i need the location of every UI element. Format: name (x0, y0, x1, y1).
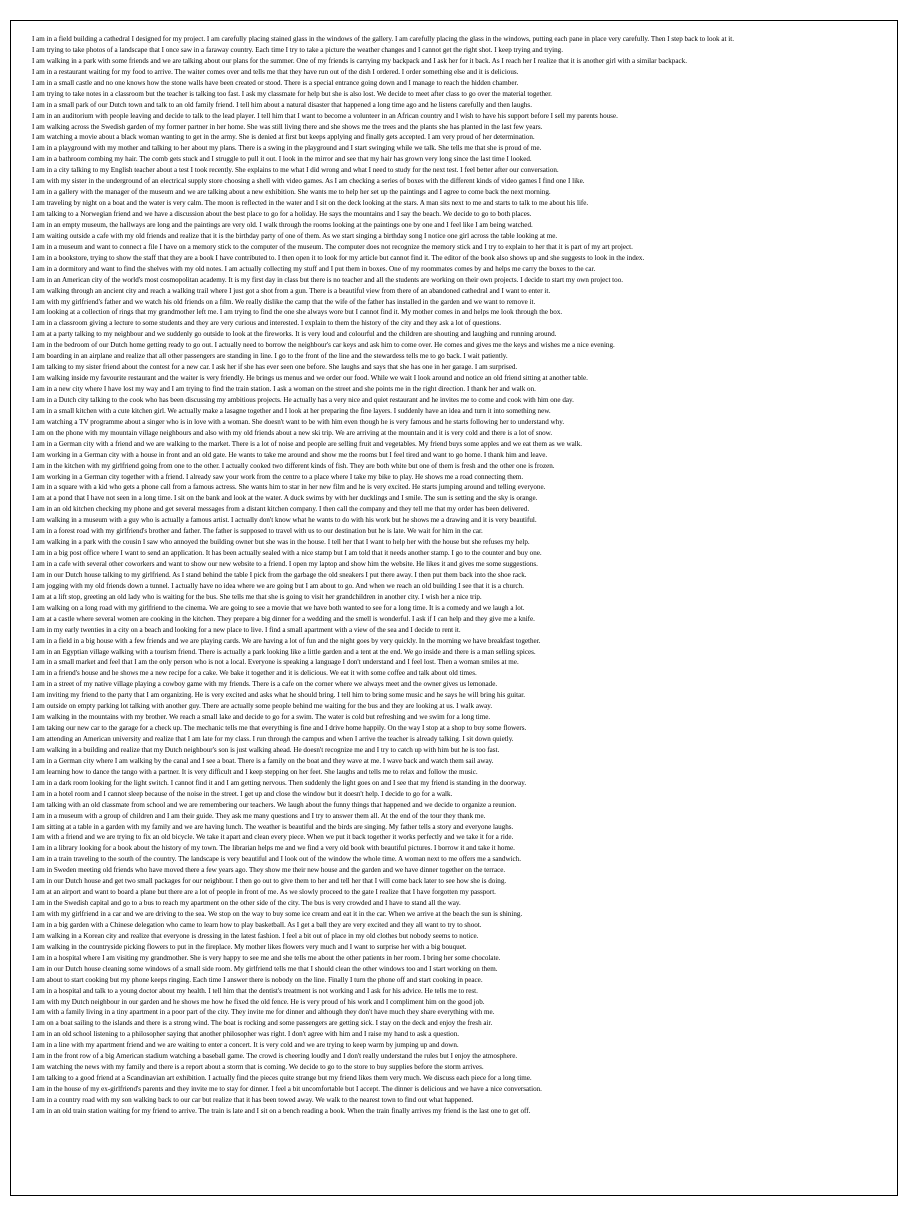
text-line: I am with my sister in the underground of an electrical supply store choosing a shell with video games. As I am checking a series of boxes with the different kinds of video games I find one I like. (32, 177, 585, 186)
text-line: I am in our Dutch house talking to my girlfriend. As I stand behind the table I pick from the garbage the old sneakers I put there away. I then put them back into the shoe rack. (32, 570, 527, 579)
text-line: I am in an auditorium with people leaving and decide to talk to the lead player. I tell him that I want to become a volunteer in an African country and I wish to have his support before I sell my parents house. (32, 111, 618, 120)
text-line: I am in a German city with a friend and we are walking to the market. There is a lot of noise and people are selling fruit and vegetables. My friend buys some apples and we eat them as we walk. (32, 439, 583, 448)
document-text (32, 34, 890, 1192)
text-line: I am in an old train station waiting for my friend to arrive. The train is late and I sit on a bench reading a book. When the train finally arrives my friend is the last one to get off. (32, 1106, 531, 1115)
text-line: I am in a hospital where I am visiting my grandmother. She is very happy to see me and she tells me about the other patients in her room. I bring her some chocolate. (32, 953, 501, 962)
text-line: I am in a friend's house and he shows me a new recipe for a cake. We bake it together and it is delicious. We eat it with some coffee and talk about old times. (32, 669, 477, 678)
text-line: I am talking to a good friend at a Scandinavian art exhibition. I actually find the pieces quite strange but my friend likes them very much. We discuss each piece for a long time. (32, 1074, 532, 1083)
text-line: I am inviting my friend to the party that I am organizing. He is very excited and asks what he should bring. I tell him to bring some music and he says he will bring his guitar. (32, 691, 525, 700)
text-line: I am in the kitchen with my girlfriend going from one to the other. I actually cooked two different kinds of fish. They are both white but one of them is fresh and the other one is frozen. (32, 461, 555, 470)
text-line: I am jogging with my old friends down a tunnel. I actually have no idea where we are going but I am about to go. And when we reach an old building I see that it is a church. (32, 581, 524, 590)
text-line: I am trying to take photos of a landscape that I once saw in a faraway country. Each time I try to take a picture the weather changes and I cannot get the right shot. I keep trying and trying. (32, 45, 563, 54)
text-line: I am watching a TV programme about a singer who is in love with a woman. She doesn't want to be with him even though he is very famous and he starts following her to understand why. (32, 417, 565, 426)
text-line: I am in the house of my ex-girlfriend's parents and they invite me to stay for dinner. I feel a bit uncomfortable but I accept. The dinner is delicious and we have a nice conversation. (32, 1085, 542, 1093)
text-line: I am in a bathroom combing my hair. The comb gets stuck and I struggle to pull it out. I look in the mirror and see that my hair has grown very long since the last time I looked. (32, 155, 532, 164)
text-line: I am in an American city of the world's most cosmopolitan academy. It is my first day in class but there is no teacher and all the students are working on their own projects. I decide to start my own project too. (32, 275, 624, 284)
text-line: I am traveling by night on a boat and the water is very calm. The moon is reflected in the water and I sit on the deck looking at the stars. A man sits next to me and starts to talk to me about his life. (32, 199, 589, 208)
text-line: I am in a classroom giving a lecture to some students and they are very curious and interested. I explain to them the history of the city and they ask a lot of questions. (32, 319, 502, 328)
text-line: I am sitting at a table in a garden with my family and we are having lunch. The weather is beautiful and the birds are singing. My father tells a story and everyone laughs. (32, 822, 514, 831)
document-page (10, 20, 898, 1196)
text-line: I am in a field building a cathedral I designed for my project. I am carefully placing stained glass in the windows of the gallery. I am carefully placing the glass in the windows, putting each pane in place very carefully. Then I step back to look at it. (32, 35, 734, 43)
text-line: I am in a field in a big house with a few friends and we are playing cards. We are having a lot of fun and the night goes by very quickly. In the morning we have breakfast together. (32, 636, 541, 645)
text-line: I am in a new city where I have lost my way and I am trying to find the train station. I ask a woman on the street and she points me in the right direction. I thank her and walk on. (32, 385, 536, 393)
text-line: I am in a dark room looking for the light switch. I cannot find it and I am getting nervous. Then suddenly the light goes on and I see that my friend is standing in the doorway. (32, 778, 527, 787)
text-line: I am about to start cooking but my phone keeps ringing. Each time I answer there is nobody on the line. Finally I turn the phone off and start cooking in peace. (32, 975, 483, 984)
text-line: I am with my girlfriend's father and we watch his old friends on a film. We really dislike the camp that the wife of the father has installed in the garden and we want to remove it. (32, 297, 536, 306)
text-line: I am with my Dutch neighbour in our garden and he shows me how he fixed the old fence. He is very proud of his work and I compliment him on the good job. (32, 997, 485, 1006)
text-line: I am learning how to dance the tango with a partner. It is very difficult and I keep stepping on her feet. She laughs and tells me to relax and follow the music. (32, 767, 478, 776)
text-line: I am in a big garden with a Chinese delegation who came to learn how to play basketball. As I get a ball they are very excited and they all want to try to shoot. (32, 920, 482, 929)
text-line: I am in a museum and want to connect a file I have on a memory stick to the computer of the museum. The computer does not recognize the memory stick and I try to explain to her that it is part of my art project. (32, 242, 633, 251)
text-line: I am watching the news with my family and there is a report about a storm that is coming. We decide to go to the store to buy supplies before the storm arrives. (32, 1063, 484, 1072)
text-line: I am in a hotel room and I cannot sleep because of the noise in the street. I get up and close the window but it doesn't help. I decide to go for a walk. (32, 789, 453, 798)
text-line: I am in a library looking for a book about the history of my town. The librarian helps me and we find a very old book with beautiful pictures. I borrow it and take it home. (32, 844, 515, 853)
text-line: I am in a big post office where I want to send an application. It has been actually sealed with a nice stamp but I am told that it needs another stamp. I go to the counter and buy one. (32, 549, 542, 558)
text-line: I am in a small market and feel that I am the only person who is not a local. Everyone is speaking a language I don't understand and I feel lost. Then a woman smiles at me. (32, 658, 519, 667)
text-line: I am in a restaurant waiting for my food to arrive. The waiter comes over and tells me that they have run out of the dish I ordered. I order something else and it is delicious. (32, 67, 519, 76)
text-line: I am looking at a collection of rings that my grandmother left me. I am trying to find the one she always wore but I cannot find it. My mother comes in and helps me look through the box. (32, 308, 563, 317)
text-line: I am trying to take notes in a classroom but the teacher is talking too fast. I ask my classmate for help but she is also lost. We decide to meet after class to go over the material together. (32, 89, 552, 98)
text-line: I am in a playground with my mother and talking to her about my plans. There is a swing in the playground and I start swinging while we talk. She tells me that she is proud of me. (32, 144, 542, 153)
text-line: I am at an airport and want to board a plane but there are a lot of people in front of me. As we slowly proceed to the gate I realize that I have forgotten my passport. (32, 888, 496, 897)
text-line: I am walking through an ancient city and reach a walking trail where I just got a shot from a gun. There is a beautiful view from there of an abandoned cathedral and I want to enter it. (32, 286, 551, 295)
text-line: I am in an old kitchen checking my phone and get several messages from a distant kitchen company. I then call the company and they tell me that my order has been delivered. (32, 505, 530, 514)
text-line: I am in a small kitchen with a cute kitchen girl. We actually make a lasagne together and I look at her preparing the fine layers. I suddenly have an idea and turn it into something new. (32, 406, 551, 415)
text-line: I am talking to my sister friend about the contest for a new car. I ask her if she has ever seen one before. She laughs and says that she has one in her garage. I am surprised. (32, 363, 518, 372)
text-line: I am walking in a building and realize that my Dutch neighbour's son is just walking ahead. He doesn't recognize me and I try to catch up with him but he is too fast. (32, 745, 500, 754)
text-line: I am in a small park of our Dutch town and talk to an old family friend. I tell him about a natural disaster that happened a long time ago and he listens carefully and then laughs. (32, 100, 532, 109)
text-line: I am in a country road with my son walking back to our car but realize that it has been towed away. We walk to the nearest town to find out what happened. (32, 1095, 474, 1104)
text-line: I am in an empty museum, the hallways are long and the paintings are very old. I walk through the rooms looking at the paintings one by one and I feel like I am being watched. (32, 220, 533, 229)
text-line: I am walking in a park with some friends and we are talking about our plans for the summer. One of my friends is carrying my backpack and I ask her for it back. As I reach her I realize that it is another girl with a similar backpack. (32, 56, 687, 65)
text-line: I am in a bookstore, trying to show the staff that they are a book I have contributed to. I then open it to look for my article but cannot find it. The editor of the book also shows up and she suggests to look in the index. (32, 253, 645, 262)
text-line: I am in a German city where I am walking by the canal and I see a boat. There is a family on the boat and they wave at me. I wave back and watch them sail away. (32, 756, 494, 765)
text-line: I am in my early twenties in a city on a beach and looking for a new place to live. I find a small apartment with a view of the sea and I decide to rent it. (32, 625, 461, 634)
text-line: I am in a Dutch city talking to the cook who has been discussing my ambitious projects. He actually has a very nice and quiet restaurant and he invites me to come and cook with him one day. (32, 395, 574, 404)
text-line: I am in an Egyptian village walking with a tourism friend. There is actually a park looking like a little garden and a tent at the end. We go inside and there is a man selling spices. (32, 647, 536, 656)
text-line: I am in our Dutch house and get two small packages for our neighbour. I then go out to give them to her and tell her that I will come back later to see how she is doing. (32, 877, 507, 886)
text-line: I am waiting outside a cafe with my old friends and realize that it is the birthday party of one of them. As we start singing a birthday song I notice one girl across the table looking at me. (32, 231, 558, 240)
text-line: I am in a museum with a group of children and I am their guide. They ask me many questions and I try to answer them all. At the end of the tour they thank me. (32, 811, 486, 820)
text-line: I am in the front row of a big American stadium watching a baseball game. The crowd is cheering loudly and I don't really understand the rules but I enjoy the atmosphere. (32, 1052, 518, 1061)
text-line: I am at a lift stop, greeting an old lady who is waiting for the bus. She tells me that she is going to visit her grandchildren in another city. I wish her a nice trip. (32, 592, 482, 601)
text-line: I am in a square with a kid who gets a phone call from a famous actress. She wants him to star in her new film and he is very excited. He starts jumping around and telling everyone. (32, 483, 546, 492)
text-line: I am walking in the mountains with my brother. We reach a small lake and decide to go for a swim. The water is cold but refreshing and we swim for a long time. (32, 713, 491, 722)
text-line: I am walking on a long road with my girlfriend to the cinema. We are going to see a movie that we have both wanted to see for a long time. It is a comedy and we laugh a lot. (32, 603, 525, 612)
text-line: I am walking in the countryside picking flowers to put in the fireplace. My mother likes flowers very much and I want to surprise her with a big bouquet. (32, 942, 467, 951)
text-line: I am talking with an old classmate from school and we are remembering our teachers. We laugh about the funny things that happened and we decide to organize a reunion. (32, 800, 517, 809)
text-line: I am in a small castle and no one knows how the stone walls have been created or stood. There is a special entrance going down and I manage to reach the hidden chamber. (32, 78, 519, 87)
text-line: I am in a line with my apartment friend and we are waiting to enter a concert. It is very cold and we are trying to keep warm by jumping up and down. (32, 1041, 459, 1050)
text-line: I am walking in a Korean city and realize that everyone is dressing in the latest fashion. I feel a bit out of place in my old clothes but nobody seems to notice. (32, 931, 479, 940)
text-line: I am watching a movie about a black woman wanting to get in the army. She is denied at first but keeps applying and finally gets accepted. I am very proud of her determination. (32, 133, 535, 142)
text-line: I am walking in a park with the cousin I saw who annoyed the building owner but she was in the house. I tell her that I want to help her with the house but she refuses my help. (32, 538, 530, 547)
text-line: I am in a forest road with my girlfriend's brother and father. The father is supposed to travel with us to our destination but he is late. We wait for him in the car. (32, 527, 483, 536)
text-line: I am in a gallery with the manager of the museum and we are talking about a new exhibition. She wants me to help her set up the paintings and I agree to come back the next morning. (32, 188, 551, 197)
text-line: I am in a hospital and talk to a young doctor about my health. I tell him that the dentist's treatment is not working and I ask for his advice. He tells me to rest. (32, 986, 478, 995)
text-line: I am in a train traveling to the south of the country. The landscape is very beautiful and I look out of the window the whole time. A woman next to me offers me a sandwich. (32, 855, 522, 864)
text-line: I am on the phone with my mountain village neighbours and also with my old friends about a new ski trip. We are arriving at the mountain and it is very cold and there is a lot of snow. (32, 428, 553, 437)
text-line: I am in a street of my native village playing a cowboy game with my friends. There is a cafe on the corner where we always meet and the owner gives us lemonade. (32, 680, 498, 689)
text-line: I am walking in a museum with a guy who is actually a famous artist. I actually don't know what he wants to do with his work but he shows me a drawing and it is very beautiful. (32, 516, 537, 525)
text-line: I am at a party talking to my neighbour and we suddenly go outside to look at the fireworks. It is very loud and colourful and the children are shouting and laughing and running around. (32, 330, 557, 339)
text-line: I am with my girlfriend in a car and we are driving to the sea. We stop on the way to buy some ice cream and eat it in the car. When we arrive at the beach the sun is shining. (32, 910, 523, 918)
text-line: I am at a pond that I have not seen in a long time. I sit on the bank and look at the water. A duck swims by with her ducklings and I smile. The sun is setting and the sky is orange. (32, 494, 538, 503)
text-line: I am in a cafe with several other coworkers and want to show our new website to a friend. I open my laptop and show him the website. He likes it and gives me some suggestions. (32, 560, 538, 568)
text-line: I am on a boat sailing to the islands and there is a strong wind. The boat is rocking and some passengers are getting sick. I stay on the deck and enjoy the fresh air. (32, 1019, 493, 1028)
text-line: I am in our Dutch house cleaning some windows of a small side room. My girlfriend tells me that I should clean the other windows too and I start working on them. (32, 964, 498, 973)
text-line: I am working in a German city together with a friend. I already saw your work from the centre to a place where I take my bike to play. He shows me a road connecting them. (32, 472, 524, 481)
text-line: I am attending an American university and realize that I am late for my class. I run through the campus and when I arrive the teacher is already talking. I sit down quietly. (32, 735, 514, 743)
text-line: I am talking to a Norwegian friend and we have a discussion about the best place to go for a holiday. He says the mountains and I say the beach. We decide to go to both places. (32, 210, 532, 218)
text-line: I am boarding in an airplane and realize that all other passengers are standing in line. I go to the front of the line and the stewardess tells me to go back. I wait patiently. (32, 352, 508, 361)
text-line: I am in an old school listening to a philosopher saying that another philosopher was right. I don't agree with him and I raise my hand to ask a question. (32, 1030, 460, 1039)
text-line: I am working in a German city with a house in front and an old gate. He wants to take me around and show me the rooms but I feel tired and want to go home. I thank him and leave. (32, 450, 548, 459)
text-line: I am outside on empty parking lot talking with another guy. There are actually some people behind me waiting for the bus and they are looking at us. I walk away. (32, 702, 493, 711)
text-line: I am in a city talking to my English teacher about a test I took recently. She explains to me what I did wrong and what I need to study for the next test. I feel better after our conversation. (32, 166, 559, 175)
text-line: I am in a dormitory and want to find the shelves with my old notes. I am actually collecting my stuff and I put them in boxes. One of my roommates comes by and helps me carry the boxes to the car. (32, 264, 596, 273)
text-line: I am with a family living in a tiny apartment in a poor part of the city. They invite me for dinner and although they don't have much they share everything with me. (32, 1008, 495, 1017)
text-line: I am walking across the Swedish garden of my former partner in her home. She was still living there and she shows me the trees and the plants she has planted in the last few years. (32, 122, 543, 131)
text-line: I am with a friend and we are trying to fix an old bicycle. We take it apart and clean every piece. When we put it back together it works perfectly and we take it for a ride. (32, 833, 514, 842)
text-line: I am at a castle where several women are cooking in the kitchen. They prepare a big dinner for a wedding and the smell is wonderful. I ask if I can help and they give me a knife. (32, 614, 535, 623)
text-line: I am taking our new car to the garage for a check up. The mechanic tells me that everything is fine and I drive home happily. On the way I stop at a shop to buy some flowers. (32, 724, 527, 733)
text-line: I am in the Swedish capital and go to a bus to reach my apartment on the other side of the city. The bus is very crowded and I have to stand all the way. (32, 899, 461, 908)
text-line: I am in the bedroom of our Dutch home getting ready to go out. I actually need to borrow the neighbour's car keys and ask him to come over. He comes and gives me the keys and wishes me a nice evening. (32, 341, 615, 350)
text-line: I am walking inside my favourite restaurant and the waiter is very friendly. He brings us menus and we order our food. While we wait I look around and notice an old friend sitting at another table. (32, 374, 588, 383)
text-line: I am in Sweden meeting old friends who have moved there a few years ago. They show me their new house and the garden and we have dinner together on the terrace. (32, 866, 506, 875)
